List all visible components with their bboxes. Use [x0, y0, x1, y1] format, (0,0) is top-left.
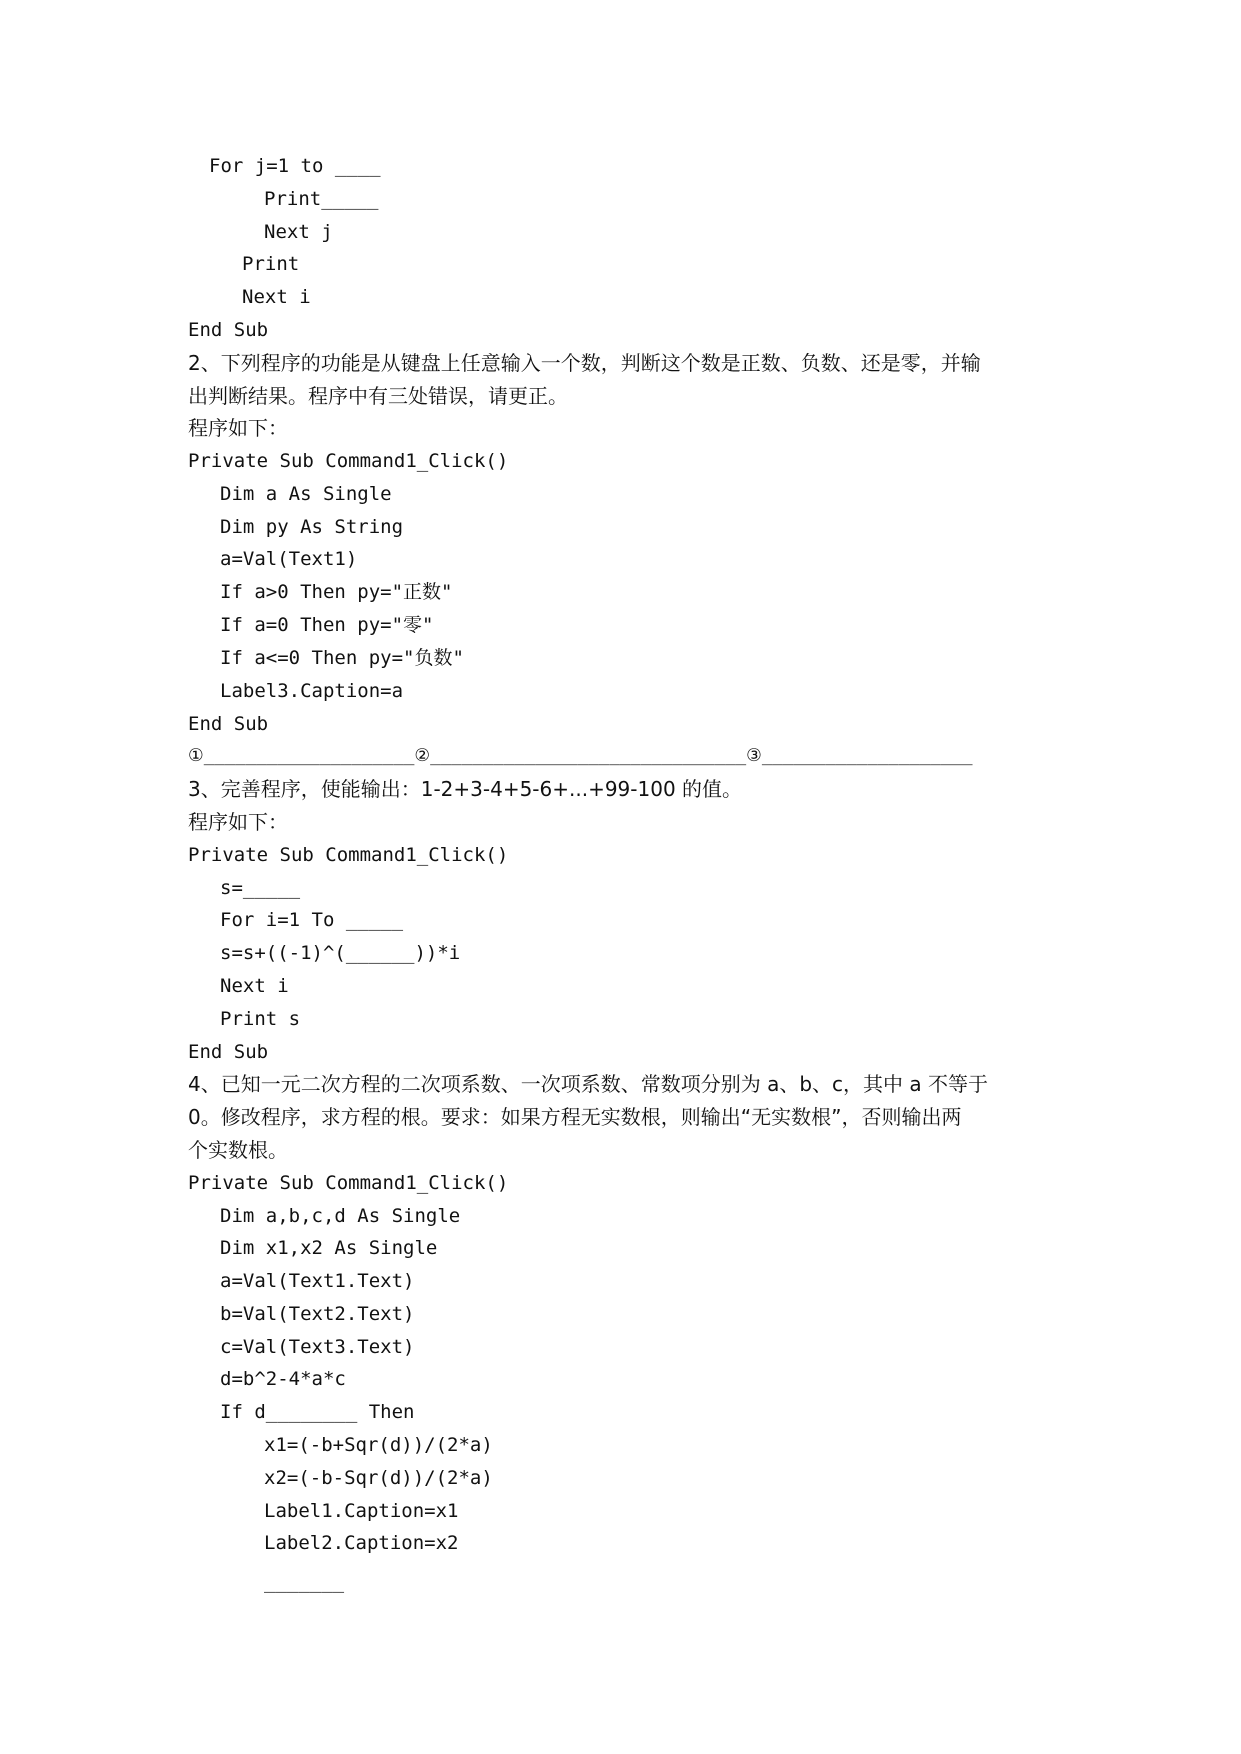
code-line: If a=0 Then py="零" — [220, 614, 434, 636]
code-line: c=Val(Text3.Text) — [220, 1336, 415, 1358]
code-line: Next i — [242, 286, 311, 308]
question-4-text: 个实数根。 — [188, 1138, 288, 1162]
program-label: 程序如下： — [188, 810, 288, 834]
code-line: For j=1 to ____ — [209, 155, 381, 177]
code-line: Private Sub Command1_Click() — [188, 1172, 509, 1194]
code-line: b=Val(Text2.Text) — [220, 1303, 415, 1325]
code-line: Print_____ — [264, 188, 379, 210]
code-line: a=Val(Text1.Text) — [220, 1270, 415, 1292]
code-line: Print — [242, 253, 300, 275]
code-line: s=s+((-1)^(______))*i — [220, 942, 461, 964]
code-line: Next i — [220, 975, 289, 997]
code-line: End Sub — [188, 713, 269, 735]
code-line: Private Sub Command1_Click() — [188, 450, 509, 472]
code-line: If d________ Then — [220, 1401, 415, 1423]
question-4-text: 0。修改程序，求方程的根。要求：如果方程无实数根，则输出“无实数根”，否则输出两 — [188, 1105, 962, 1129]
code-line: a=Val(Text1) — [220, 548, 358, 570]
code-line: d=b^2-4*a*c — [220, 1368, 346, 1390]
code-line: End Sub — [188, 319, 269, 341]
code-line: Dim a,b,c,d As Single — [220, 1205, 461, 1227]
question-2-text: 出判断结果。程序中有三处错误，请更正。 — [188, 384, 568, 408]
code-line: Dim a As Single — [220, 483, 392, 505]
code-line: Label2.Caption=x2 — [264, 1532, 459, 1554]
question-4-text: 4、已知一元二次方程的二次项系数、一次项系数、常数项分别为 a、b、c，其中 a 不等于 — [188, 1072, 988, 1096]
code-line: x1=(-b+Sqr(d))/(2*a) — [264, 1434, 493, 1456]
program-label: 程序如下： — [188, 416, 288, 440]
code-line: If a<=0 Then py="负数" — [220, 647, 464, 669]
question-3-text: 3、完善程序，使能输出：1-2+3-4+5-6+...+99-100 的值。 — [188, 777, 743, 801]
code-line: Print s — [220, 1008, 301, 1030]
code-line: For i=1 To _____ — [220, 909, 404, 931]
code-line: Next j — [264, 221, 333, 243]
code-line: If a>0 Then py="正数" — [220, 581, 453, 603]
code-line: Label1.Caption=x1 — [264, 1500, 459, 1522]
answer-blanks: ①____________________②______________________________③____________________ — [188, 746, 973, 766]
code-line: Label3.Caption=a — [220, 680, 404, 702]
code-line-blank: _______ — [264, 1571, 345, 1593]
code-line: End Sub — [188, 1041, 269, 1063]
code-line: x2=(-b-Sqr(d))/(2*a) — [264, 1467, 493, 1489]
question-2-text: 2、下列程序的功能是从键盘上任意输入一个数，判断这个数是正数、负数、还是零，并输 — [188, 351, 981, 375]
code-line: Dim x1,x2 As Single — [220, 1237, 438, 1259]
code-line: Dim py As String — [220, 516, 404, 538]
code-line: Private Sub Command1_Click() — [188, 844, 509, 866]
code-line: s=_____ — [220, 877, 301, 899]
